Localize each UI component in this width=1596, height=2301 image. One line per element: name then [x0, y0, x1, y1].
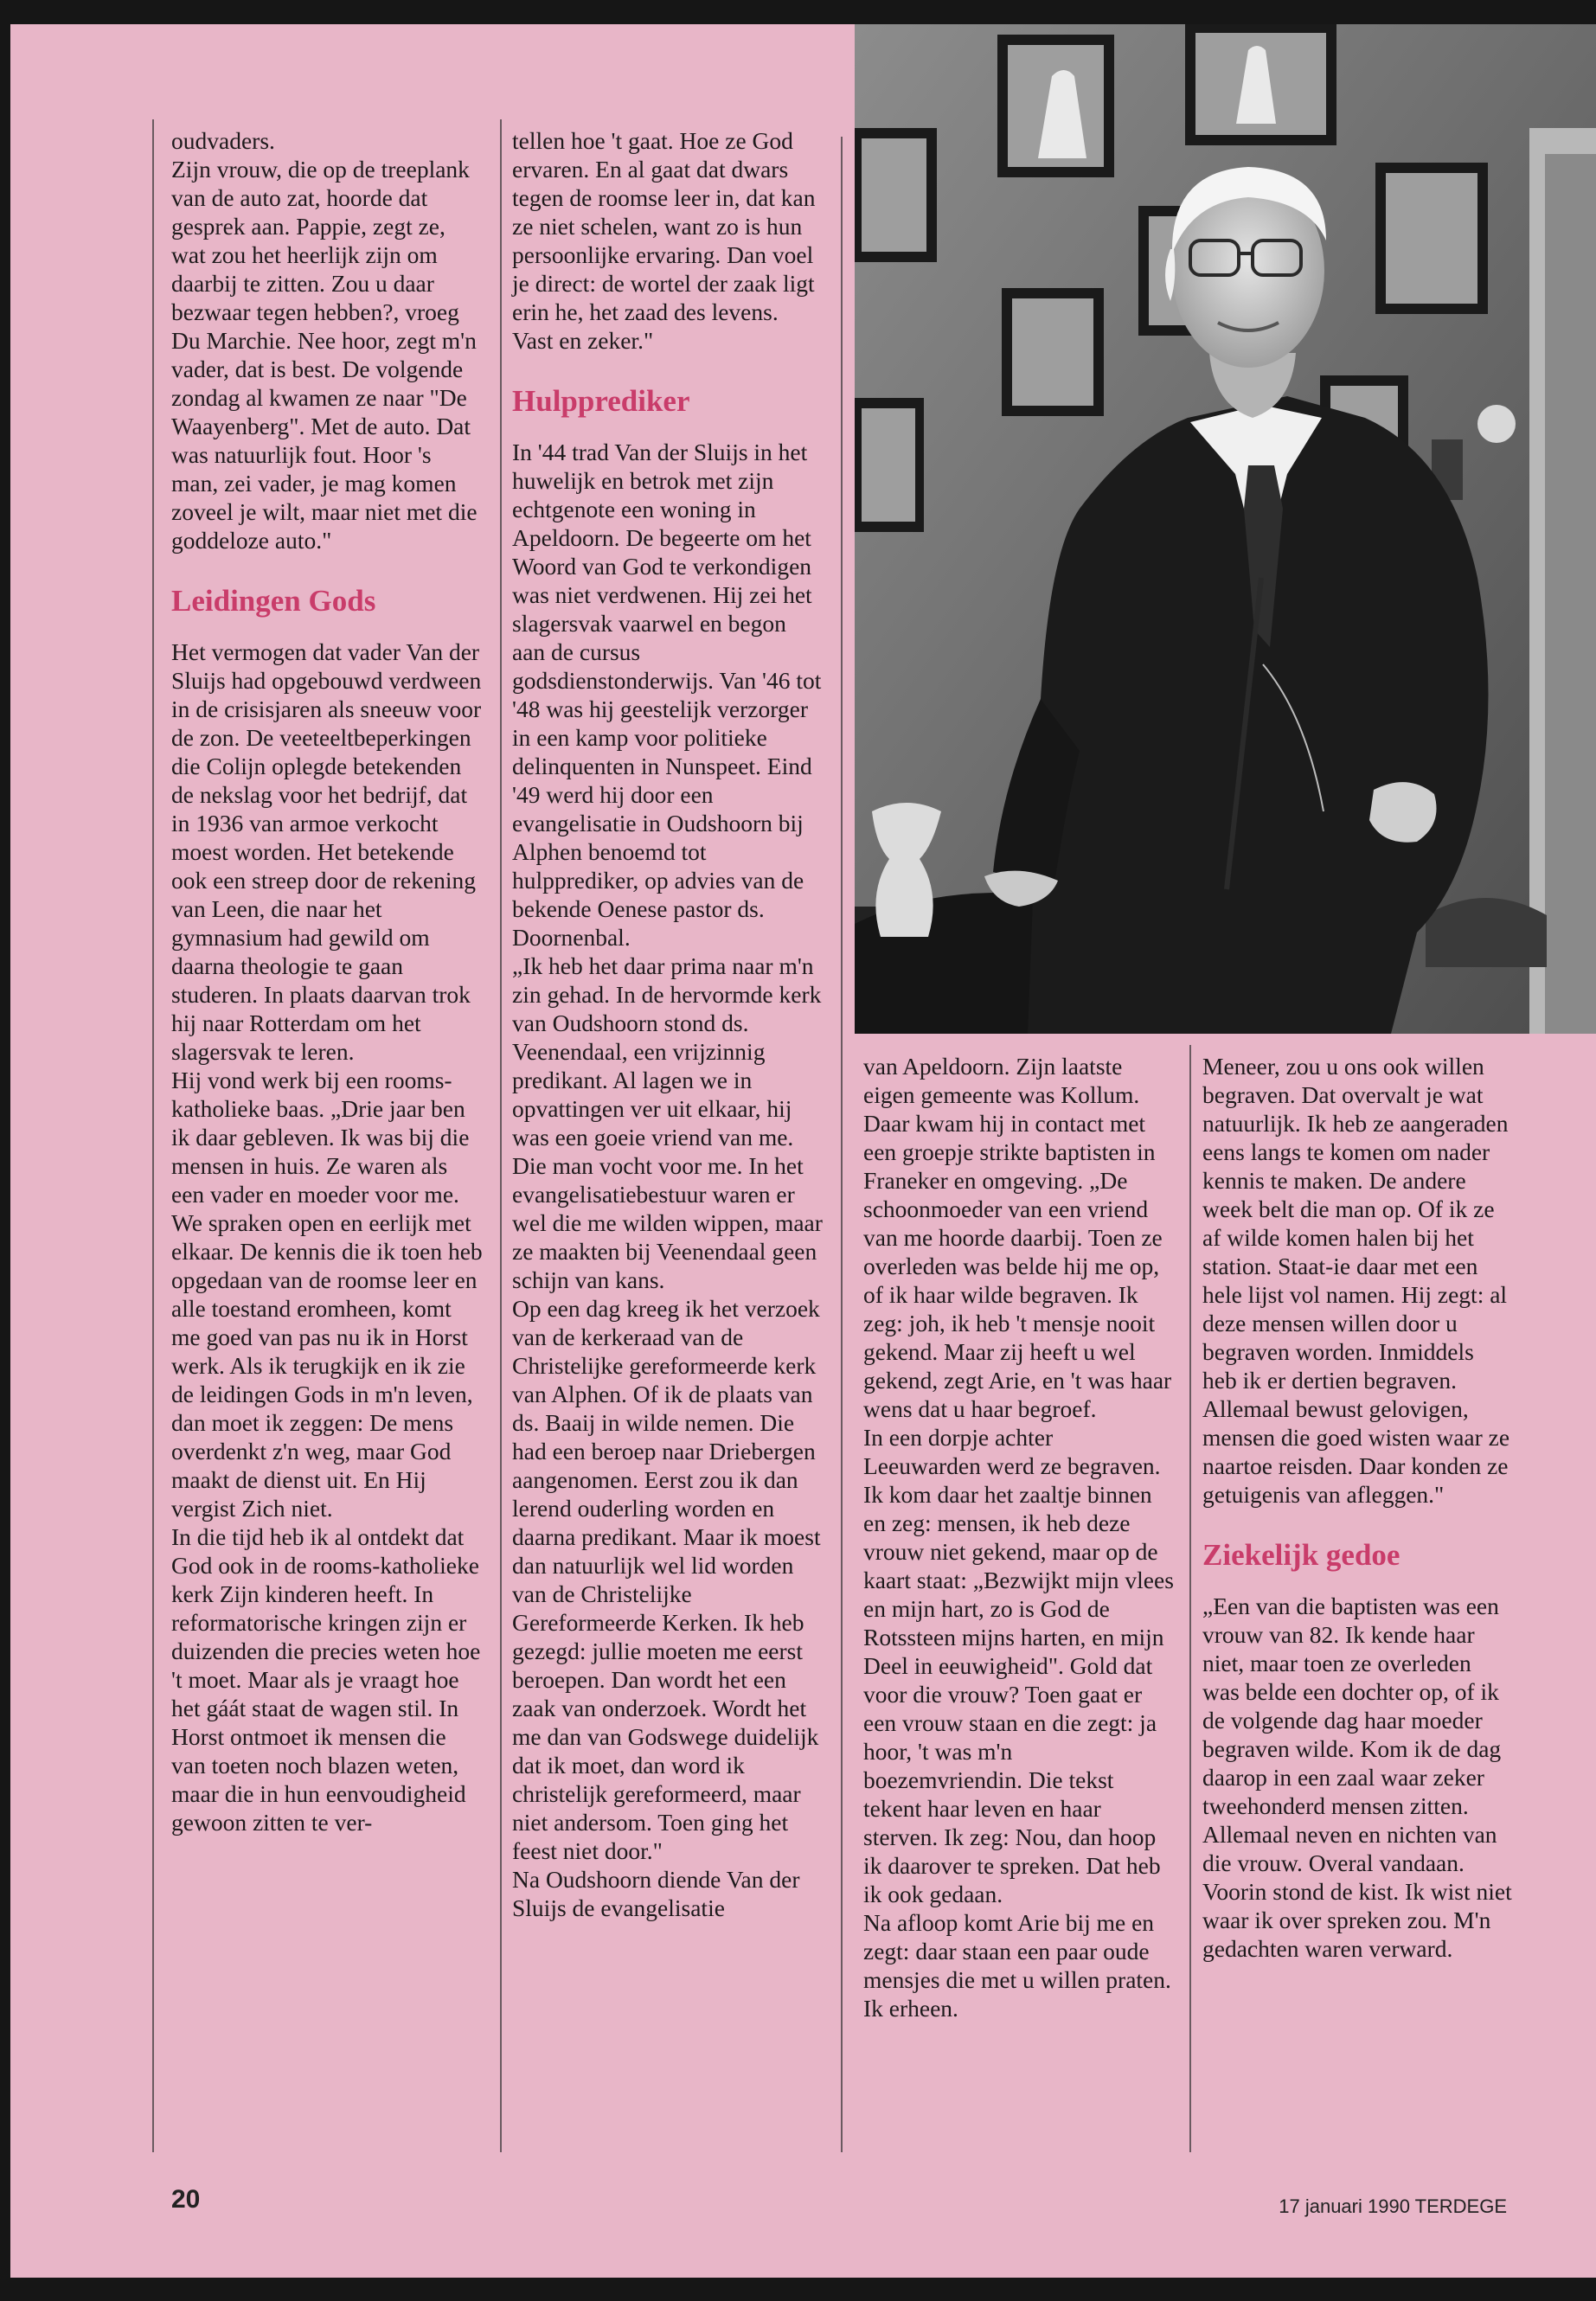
text-column-1 [171, 126, 483, 1836]
column-rule [1189, 1045, 1191, 2152]
paragraph: In '44 trad Van der Sluijs in het huwelijk en betrok met zijn echtgenote een woning in Apeldoorn. De begeerte om het Woord van God te verkondigen was niet verdwenen. Hij zei het slagersvak vaarwel en begon aan de cursus godsdienstonderwijs. Van '46 tot '48 was hij geestelijk verzorger in een kamp voor politieke delinquenten in Nunspeet. Eind '49 werd hij door een evangelisatie in Oudshoorn bij Alphen benoemd tot hulpprediker, op advies van de bekende Oenese pastor ds. Doornenbal. [512, 439, 822, 951]
section-heading: Hulpprediker [512, 384, 690, 418]
issue-date: 17 januari 1990 TERDEGE [1279, 2195, 1507, 2217]
portrait-photo-icon [855, 24, 1596, 1034]
paragraph: oudvaders. [171, 127, 275, 154]
paragraph: Meneer, zou u ons ook willen begraven. Dat overvalt je wat natuurlijk. Ik heb ze aangeraden eens langs te komen om nader kennis te maken. De andere week belt die man op. Of ik ze af wilde komen halen bij het station. Staat-ie daar met een hele lijst vol namen. Hij zegt: al deze mensen willen door u begraven worden. Inmiddels heb ik er dertien begraven. Allemaal bewust gelovigen, mensen die goed wisten waar ze naartoe reisden. Daar konden ze getuigenis van afleggen." [1202, 1053, 1510, 1508]
text-column-4 [1202, 1052, 1514, 1963]
portrait-photo [855, 24, 1596, 1034]
paragraph: Het vermogen dat vader Van der Sluijs had opgebouwd verdween in de crisisjaren als sneeuw voor de zon. De veeteeltbeperkingen die Colijn oplegde betekenden de nekslag voor het bedrijf, dat in 1936 van armoe verkocht moest worden. Het betekende ook een streep door de rekening van Leen, die naar het gymnasium had gewild om daarna theologie te gaan studeren. In plaats daarvan trok hij naar Rotterdam om het slagersvak te leren. [171, 638, 482, 1065]
paragraph: In een dorpje achter Leeuwarden werd ze begraven. Ik kom daar het zaaltje binnen en zeg: mensen, ik heb deze vrouw niet gekend, maar op de kaart staat: „Bezwijkt mijn vlees en mijn hart, zo is God de Rotssteen mijns harten, en mijn Deel in eeuwigheid". Gold dat voor die vrouw? Toen gaat er een vrouw staan en die zegt: ja hoor, 't was m'n boezemvriendin. Die tekst tekent haar leven en haar sterven. Ik zeg: Nou, dan hoop ik daarover te spreken. Dat heb ik ook gedaan. [863, 1424, 1174, 1907]
text-column-3 [863, 1052, 1175, 2022]
page-number: 20 [171, 2185, 201, 2214]
column-rule [152, 119, 154, 2152]
column-rule [500, 119, 502, 2152]
paragraph: Zijn vrouw, die op de treeplank van de auto zat, hoorde dat gesprek aan. Pappie, zegt ze, wat zou het heerlijk zijn om daarbij te zitten. Zou u daar bezwaar tegen hebben?, vroeg Du Marchie. Nee hoor, zegt m'n vader, dat is best. De volgende zondag al kwamen ze naar "De Waayenberg". Met de auto. Dat was natuurlijk fout. Hoor 's man, zei vader, je mag komen zoveel je wilt, maar niet met die goddeloze auto." [171, 156, 478, 554]
paragraph: In die tijd heb ik al ontdekt dat God ook in de rooms-katholieke kerk Zijn kinderen heeft. In reformatorische kringen zijn er duizenden die precies weten hoe 't moet. Maar als je vraagt hoe het gáát staat de wagen stil. In Horst ontmoet ik mensen die van toeten noch blazen weten, maar die in hun eenvoudigheid gewoon zitten te ver- [171, 1523, 481, 1836]
paragraph: Hij vond werk bij een rooms-katholieke baas. „Drie jaar ben ik daar gebleven. Ik was bij die mensen in huis. Ze waren als een vader en moeder voor me. We spraken open en eerlijk met elkaar. De kennis die ik toen heb opgedaan van de roomse leer en alle toestand eromheen, komt me goed van pas nu ik in Horst werk. Als ik terugkijk en ik zie de leidingen Gods in m'n leven, dan moet ik zeggen: De mens overdenkt z'n weg, maar God maakt de dienst uit. En Hij vergist Zich niet. [171, 1067, 483, 1522]
paragraph: van Apeldoorn. Zijn laatste eigen gemeente was Kollum. Daar kwam hij in contact met een groepje strikte baptisten in Franeker en omgeving. „De schoonmoeder van een vriend van me hoorde daarbij. Toen ze overleden was belde hij me op, of ik haar wilde begraven. Ik zeg: joh, ik heb 't mensje nooit gekend. Maar zij heeft u wel gekend, zegt Arie, en 't was haar wens dat u haar begroef. [863, 1053, 1172, 1422]
paragraph: Na Oudshoorn diende Van der Sluijs de evangelisatie [512, 1866, 800, 1921]
section-heading: Ziekelijk gedoe [1202, 1538, 1401, 1572]
paragraph: „Een van die baptisten was een vrouw van 82. Ik kende haar niet, maar toen ze overleden was belde een dochter op, of ik de volgende dag haar moeder begraven wilde. Kom ik de dag daarop in een zaal waar zeker tweehonderd mensen zitten. Allemaal neven en nichten van die vrouw. Overal vandaan. Voorin stond de kist. Ik wist niet waar ik over spreken zou. M'n gedachten waren verward. [1202, 1593, 1512, 1962]
column-rule [841, 137, 843, 2152]
paragraph: „Ik heb het daar prima naar m'n zin gehad. In de hervormde kerk van Oudshoorn stond ds. Veenendaal, een vrijzinnig predikant. Al lagen we in opvattingen ver uit elkaar, hij was een goeie vriend van me. Die man vocht voor me. In het evangelisatiebestuur waren er wel die me wilden wippen, maar ze maakten bij Veenendaal geen schijn van kans. [512, 952, 823, 1293]
magazine-page [10, 24, 1596, 2278]
paragraph: tellen hoe 't gaat. Hoe ze God ervaren. En al gaat dat dwars tegen de roomse leer in, dat kan ze niet schelen, want zo is hun persoonlijke ervaring. Dan voel je direct: de wortel der zaak ligt erin he, het zaad des levens. Vast en zeker." [512, 127, 816, 354]
paragraph: Op een dag kreeg ik het verzoek van de kerkeraad van de Christelijke gereformeerde kerk van Alphen. Of ik de plaats van ds. Baaij in wilde nemen. Die had een beroep naar Driebergen aangenomen. Eerst zou ik dan lerend ouderling worden en daarna predikant. Maar ik moest dan natuurlijk wel lid worden van de Christelijke Gereformeerde Kerken. Ik heb gezegd: jullie moeten me eerst beroepen. Dan wordt het een zaak van onderzoek. Wordt het me dan van Godswege duidelijk dat ik moet, dan word ik christelijk gereformeerd, maar niet andersom. Toen ging het feest niet door." [512, 1295, 821, 1864]
paragraph: Na afloop komt Arie bij me en zegt: daar staan een paar oude mensjes die met u willen praten. Ik erheen. [863, 1909, 1171, 2022]
section-heading: Leidingen Gods [171, 584, 376, 618]
text-column-2 [512, 126, 824, 1922]
